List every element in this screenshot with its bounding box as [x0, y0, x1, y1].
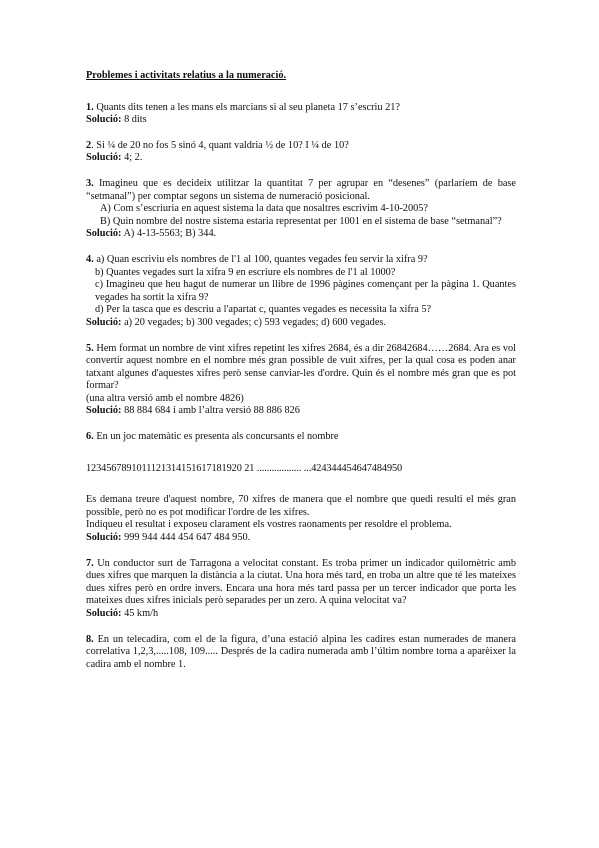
solution-label: Solució:: [86, 152, 122, 164]
problem-4-part-a: [86, 254, 516, 267]
problem-4-part-a-text: a) Quan escriviu els nombres de l'1 al 100, quantes vegades feu servir la xifra 9?: [96, 253, 428, 265]
problem-4-solution: [86, 317, 516, 330]
problem-3-number: 3.: [86, 177, 94, 189]
problem-6-text: En un joc matemàtic es presenta als concursants el nombre: [96, 431, 339, 443]
problem-8-number: 8.: [86, 633, 94, 645]
problem-4: [86, 254, 516, 330]
problem-8: [86, 634, 516, 672]
problem-6-instructions: Indiqueu el resultat i exposeu clarament els vostres raonaments per resoldre el problema.: [86, 519, 452, 531]
problem-2: [86, 140, 516, 165]
problem-2-text: . Si ¼ de 20 no fos 5 sinó 4, quant valdria ½ de 10? I ¼ de 10?: [91, 139, 349, 151]
problem-8-statement: [86, 634, 516, 672]
problem-7-text: Un conductor surt de Tarragona a velocitat constant. Es troba primer un indicador quilomètric amb dues xifres que marquen la distància a la ciutat. Una hora més tard, en troba un altre que té les mateixes dues xifres però en ordre invers. Encara una hora més tard passa per un tercer indicador que porta les mateixes dues xifres inicials però separades per un zero. A quina velocitat va?: [86, 557, 516, 607]
problem-6: [86, 431, 516, 545]
problem-4-part-b: b) Quantes vegades surt la xifra 9 en escriure els nombres de l'1 al 1000?: [95, 266, 396, 278]
problem-6-statement: [86, 431, 516, 444]
problem-4-part-c: c) Imagineu que heu hagut de numerar un llibre de 1996 pàgines començant per la pàgina 1. Quantes vegades ha sortit la xifra 9?: [95, 279, 516, 303]
problem-5-solution: [86, 405, 516, 418]
problem-5-variant: (una altra versió amb el nombre 4826): [86, 392, 244, 404]
problem-5-number: 5.: [86, 342, 94, 354]
problem-8-text: En un telecadira, com el de la figura, d’una estació alpina les cadires estan numerades de manera correlativa 1,2,3,.....108, 109..... Després de la cadira numerada amb l’últim nombre torna a aparèixer la cadira amb el nombre 1.: [86, 633, 516, 670]
problem-1-number: 1.: [86, 101, 94, 113]
solution-label: Solució:: [86, 532, 122, 544]
problem-3: [86, 178, 516, 241]
problem-5-statement: [86, 343, 516, 393]
problem-4-part-d: d) Per la tasca que es descriu a l'apartat c, quantes vegades es necessita la xifra 5?: [95, 304, 432, 316]
problem-5-solution-text: 88 884 684 i amb l’altra versió 88 886 826: [124, 405, 300, 417]
problem-1-solution: [86, 114, 516, 127]
problem-2-solution: [86, 152, 516, 165]
solution-label: Solució:: [86, 316, 122, 328]
problem-6-task: Es demana treure d'aquest nombre, 70 xifres de manera que el nombre que quedi resulti el més gran possible, però no es pot modificar l'ordre de les xifres.: [86, 494, 516, 518]
problem-3-statement: [86, 178, 516, 203]
solution-label: Solució:: [86, 608, 122, 619]
problem-2-number: 2: [86, 139, 92, 151]
problem-7-number: 7.: [86, 557, 94, 569]
problem-6-solution-text: 999 944 444 454 647 484 950.: [124, 532, 251, 544]
problem-5: [86, 343, 516, 419]
problem-7-statement: [86, 558, 516, 608]
solution-label: Solució:: [86, 114, 122, 126]
problem-1-solution-text: 8 dits: [124, 114, 147, 126]
problem-1-text: Quants dits tenen a les mans els marcians si al seu planeta 17 s’escriu 21?: [96, 101, 400, 113]
problem-1: [86, 102, 516, 127]
problem-4-number: 4.: [86, 253, 94, 265]
problem-6-number: 6.: [86, 431, 94, 443]
problem-5-text: Hem format un nombre de vint xifres repetint les xifres 2684, és a dir 26842684……2684. Ara es vol convertir aquest nombre en el nombre més gran possible de vuit xifres, per la qual cosa es poden anar tatxant algunes d'aquestes xifres però sense canviar-les d'ordre. Quin és el nombre més gran que es pot formar?: [86, 342, 517, 392]
problem-1-statement: [86, 102, 516, 115]
problem-3-part-b: B) Quin nombre del nostre sistema estaria representat per 1001 en el sistema de base “setmanal”?: [100, 215, 502, 227]
problem-7-solution-text: 45 km/h: [124, 608, 159, 619]
problem-4-solution-text: a) 20 vegades; b) 300 vegades; c) 593 vegades; d) 600 vegades.: [124, 316, 386, 328]
solution-label: Solució:: [86, 228, 122, 240]
problem-6-big-number: 1234567891011121314151617181920 21 .................. ...424344454647484950: [86, 462, 403, 474]
problem-7-solution: [86, 608, 516, 621]
problem-3-solution-text: A) 4-13-5563; B) 344.: [123, 228, 217, 240]
problem-3-part-a: A) Com s’escriuria en aquest sistema la data que nosaltres escrivim 4-10-2005?: [100, 203, 428, 215]
problem-7: [86, 558, 516, 621]
problem-2-statement: [86, 140, 516, 153]
solution-label: Solució:: [86, 405, 122, 417]
document-page: [86, 70, 516, 684]
document-title: Problemes i activitats relatius a la numeració.: [86, 70, 287, 81]
problem-6-solution: [86, 532, 516, 545]
problem-3-text: Imagineu que es decideix utilitzar la quantitat 7 per agrupar en “desenes” (parlaríem de base “setmanal”) per comptar segons un sistema de numeració posicional.: [86, 177, 517, 202]
problem-3-solution: [86, 228, 516, 241]
problem-2-solution-text: 4; 2.: [124, 152, 143, 164]
